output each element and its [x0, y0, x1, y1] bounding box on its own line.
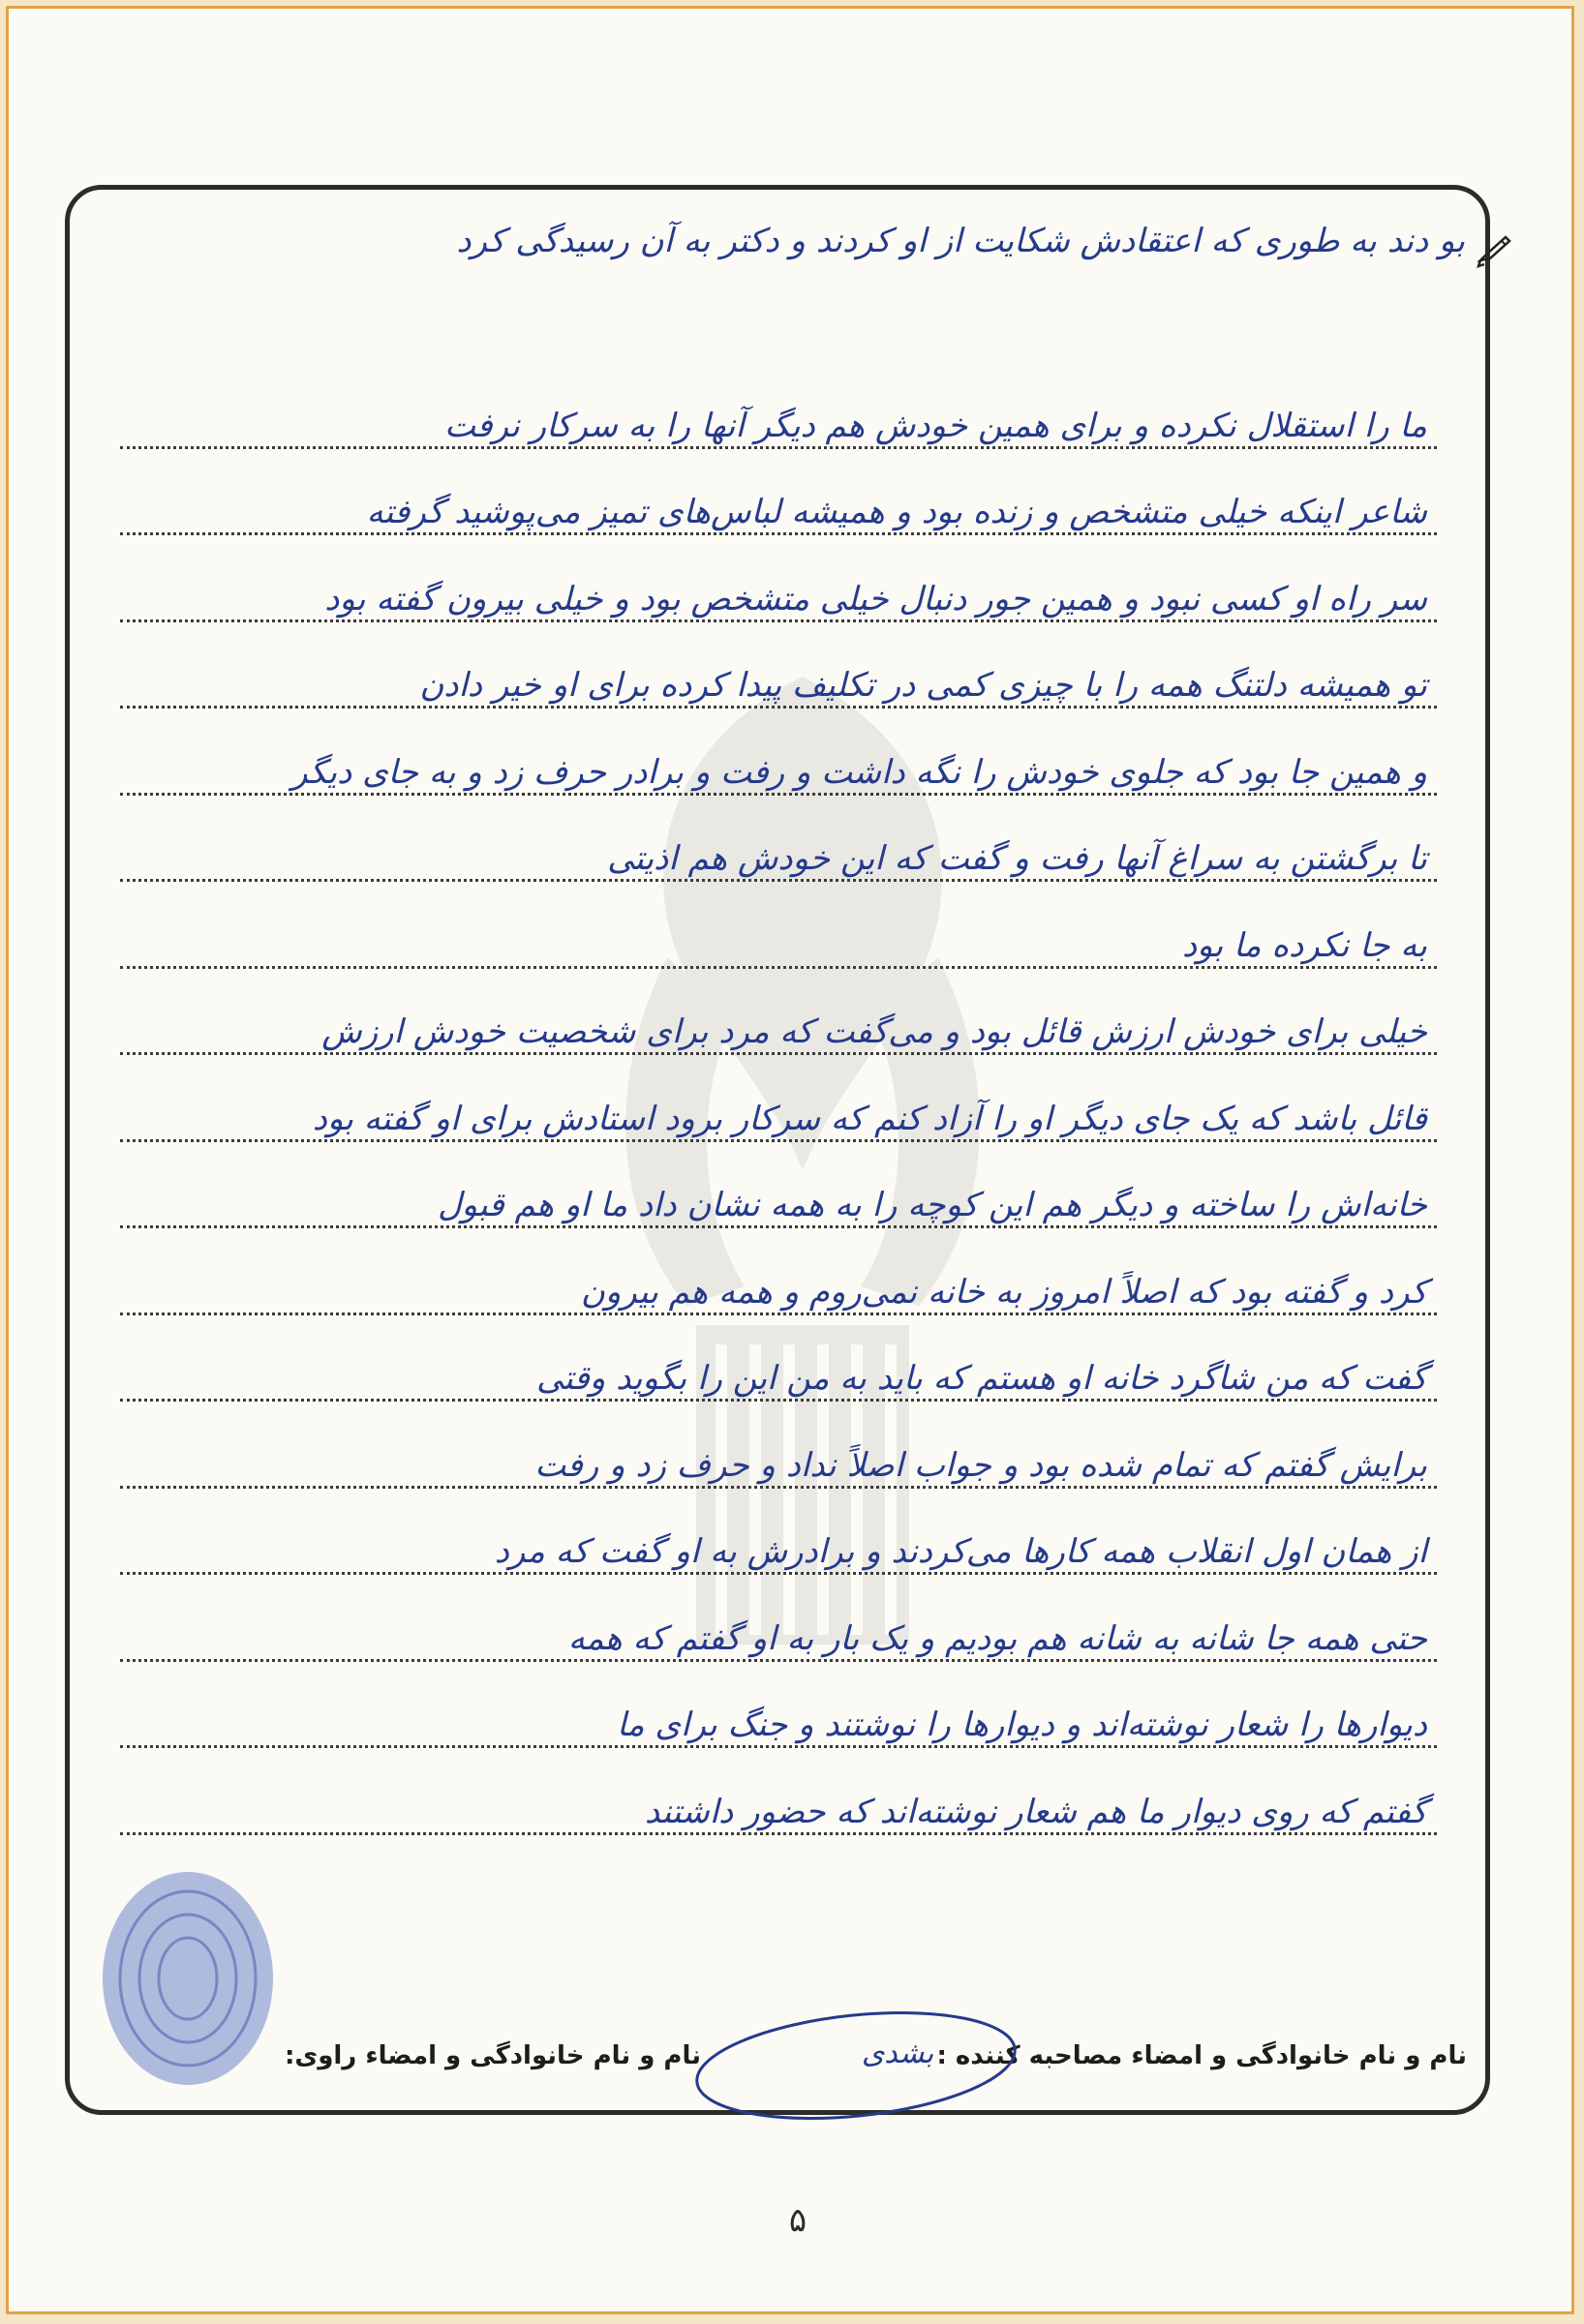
handwritten-line: و همین جا بود که جلوی خودش را نگه داشت و رفت و برادر حرف زد و به جای دیگر	[291, 752, 1427, 792]
handwritten-line: سر راه او کسی نبود و همین جور دنبال خیلی متشخص بود و خیلی بیرون گفته بود	[324, 579, 1427, 619]
handwritten-line: دیوارها را شعار نوشته‌اند و دیوارها را نوشتند و جنگ برای ما	[617, 1705, 1427, 1744]
ruled-line	[120, 796, 1437, 883]
interviewer-signature-label: نام و نام خانوادگی و امضاء مصاحبه کننده :	[936, 2041, 1467, 2070]
handwritten-line: ما را استقلال نکرده و برای همین خودش هم دیگر آنها را به سرکار نرفت	[443, 406, 1427, 445]
page-number: ۵	[788, 2201, 807, 2240]
ruled-line	[120, 622, 1437, 709]
ruled-line	[120, 1402, 1437, 1489]
handwritten-line: تا برگشتن به سراغ آنها رفت و گفت که این خودش هم اذیتی	[607, 839, 1427, 878]
ruled-line	[120, 535, 1437, 622]
ruled-line	[120, 1142, 1437, 1229]
ruled-line	[120, 449, 1437, 536]
handwritten-line-0: بو دند به طوری که اعتقادش شکایت از او کردند و دکتر به آن رسیدگی کرد	[456, 222, 1465, 260]
document-page	[6, 6, 1574, 2314]
ruled-line	[120, 1575, 1437, 1662]
ruled-line	[120, 969, 1437, 1056]
thumbprint-stamp	[94, 1862, 283, 2095]
interviewer-signature: بشدی	[861, 2037, 934, 2070]
ruled-line	[120, 1662, 1437, 1749]
handwritten-line: گفت که من شاگرد خانه او هستم که باید به من این را بگوید وقتی	[536, 1359, 1427, 1398]
handwritten-line: به جا نکرده ما بود	[1182, 925, 1427, 965]
handwritten-line: قائل باشد که یک جای دیگر او را آزاد کنم که سرکار برود استادش برای او گفته بود	[312, 1099, 1427, 1138]
ruled-line	[120, 1489, 1437, 1576]
ruled-lines	[120, 362, 1437, 1835]
handwritten-line: برایش گفتم که تمام شده بود و جواب اصلاً نداد و حرف زد و رفت	[534, 1445, 1427, 1485]
pencil-icon	[1477, 229, 1515, 268]
handwritten-line: شاعر اینکه خیلی متشخص و زنده بود و همیشه لباس‌های تمیز می‌پوشید گرفته	[366, 493, 1427, 531]
narrator-signature-label: نام و نام خانوادگی و امضاء راوی:	[285, 2041, 701, 2070]
ruled-line	[120, 1055, 1437, 1142]
ruled-line	[120, 1315, 1437, 1403]
handwritten-line: خیلی برای خودش ارزش قائل بود و می‌گفت که مرد برای شخصیت خودش ارزش	[321, 1012, 1427, 1051]
ruled-line	[120, 362, 1437, 449]
ruled-line	[120, 1748, 1437, 1835]
handwritten-line: کرد و گفته بود که اصلاً امروز به خانه نمی‌روم و همه هم بیرون	[580, 1272, 1427, 1312]
handwritten-line: تو همیشه دلتنگ همه را با چیزی کمی در تکلیف پیدا کرده برای او خیر دادن	[419, 666, 1427, 705]
handwritten-line: خانه‌اش را ساخته و دیگر هم این کوچه را به همه نشان داد ما او هم قبول	[437, 1186, 1427, 1224]
handwritten-line: گفتم که روی دیوار ما هم شعار نوشته‌اند که حضور داشتند	[644, 1792, 1427, 1831]
handwritten-line: از همان اول انقلاب همه کارها می‌کردند و برادرش به او گفت که مرد	[494, 1532, 1427, 1571]
ruled-line	[120, 882, 1437, 969]
handwritten-line: حتی همه جا شانه به شانه هم بودیم و یک بار به او گفتم که همه	[567, 1618, 1427, 1658]
ruled-line	[120, 1228, 1437, 1315]
ruled-line	[120, 709, 1437, 796]
